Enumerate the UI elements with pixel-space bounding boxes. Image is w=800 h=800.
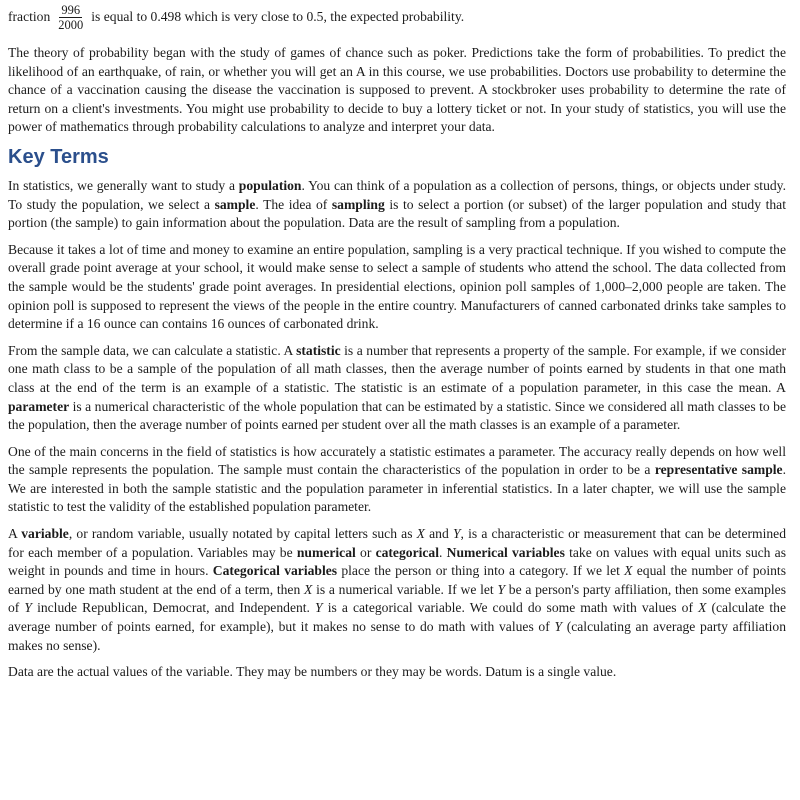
fraction-denominator: 2000 (58, 17, 84, 32)
term-variable: variable (21, 526, 69, 542)
paragraph-sampling: Because it takes a lot of time and money to examine an entire population, sampling is a very practical technique. If you wished to compute the overall grade point average at your school, it would make sense to select a sample of students who attend the school. The data collected from the sample would be the students' grade point averages. In presidential elections, opinion poll samples of 1,000–2,000 people are taken. The opinion poll is supposed to represent the views of the people in the entire country. Manufacturers of canned carbonated drinks take samples to determine if a 16 ounce can contains 16 ounces of carbonated drink. (8, 241, 786, 332)
term-categorical-variables: Categorical variables (212, 563, 338, 579)
fraction-suffix: is equal to 0.498 which is very close to 0.5, the expected probability. (91, 8, 465, 24)
paragraph-statistic: From the sample data, we can calculate a statistic. A statistic is a number that represents a property of the sample. For example, if we consider one math class to be a sample of the population of all math classes, then the average number of points earned by students in that one math class at the end of the term is an example of a statistic. The statistic is an estimate of a population parameter, in this case the mean. A parameter is a numerical characteristic of the whole population that can be estimated by a statistic. Since we considered all math classes to be the population, then the average number of points earned per student over all the math classes is an example of a parameter. (8, 342, 786, 433)
term-parameter: parameter (8, 398, 70, 414)
fraction (56, 3, 85, 32)
paragraph-data-partial: Data are the actual values of the variable. They may be numbers or they may be words. Datum is a single value. (8, 664, 617, 680)
term-categorical: categorical (375, 544, 439, 560)
paragraph-probability-theory: The theory of probability began with the study of games of chance such as poker. Predictions take the form of probabilities. To predict the likelihood of an earthquake, of rain, or whether you will get an A in this course, we use probabilities. Doctors use probability to determine the chance of a vaccination causing the disease the vaccination is supposed to prevent. A stockbroker uses probability to determine the rate of return on a client's investments. You might use probability to decide to buy a lottery ticket or not. In your study of statistics, you will use the power of mathematics through probability calculations to analyze and interpret your data. (8, 45, 786, 135)
paragraph-population: In statistics, we generally want to study a population. You can think of a population as a collection of persons, things, or objects under study. To study the population, we select a sample. The idea of sampling is to select a portion (or subset) of the larger population and study that portion (the sample) to gain information about the population. Data are the result of sampling from a population. (8, 177, 786, 231)
paragraph-representative-sample: One of the main concerns in the field of statistics is how accurately a statistic estimates a parameter. The accuracy really depends on how well the sample represents the population. The sample must contain the characteristics of the population in order to be a representative sample. We are interested in both the sample statistic and the population parameter in inferential statistics. In a later chapter, we will use the sample statistic to test the validity of the established population parameter. (8, 443, 786, 515)
term-numerical: numerical (296, 544, 356, 560)
term-representative-sample: representative sample (654, 462, 783, 478)
term-sample: sample (214, 196, 256, 212)
fraction-line (8, 0, 786, 34)
term-sampling: sampling (331, 196, 385, 212)
paragraph-variable: A variable, or random variable, usually notated by capital letters such as X and Y, is a characteristic or measurement that can be determined for each member of a population. Variables may be numerical or categorical. Numerical variables take on values with equal units such as weight in pounds and time in hours. Categorical variables place the person or thing into a category. If we let X equal the number of points earned by one math student at the end of a term, then X is a numerical variable. If we let Y be a person's party affiliation, then some examples of Y include Republican, Democrat, and Independent. Y is a categorical variable. We could do some math with values of X (calculate the average number of points earned, for example), but it makes no sense to do math with values of Y (calculating an average party affiliation makes no sense). (8, 526, 786, 653)
section-heading-key-terms: Key Terms (8, 145, 109, 168)
term-population: population (238, 177, 302, 193)
term-statistic: statistic (296, 342, 341, 358)
fraction-prefix: fraction (8, 8, 51, 24)
document-body (8, 0, 786, 690)
fraction-numerator: 996 (61, 2, 81, 17)
term-numerical-variables: Numerical variables (446, 544, 565, 560)
